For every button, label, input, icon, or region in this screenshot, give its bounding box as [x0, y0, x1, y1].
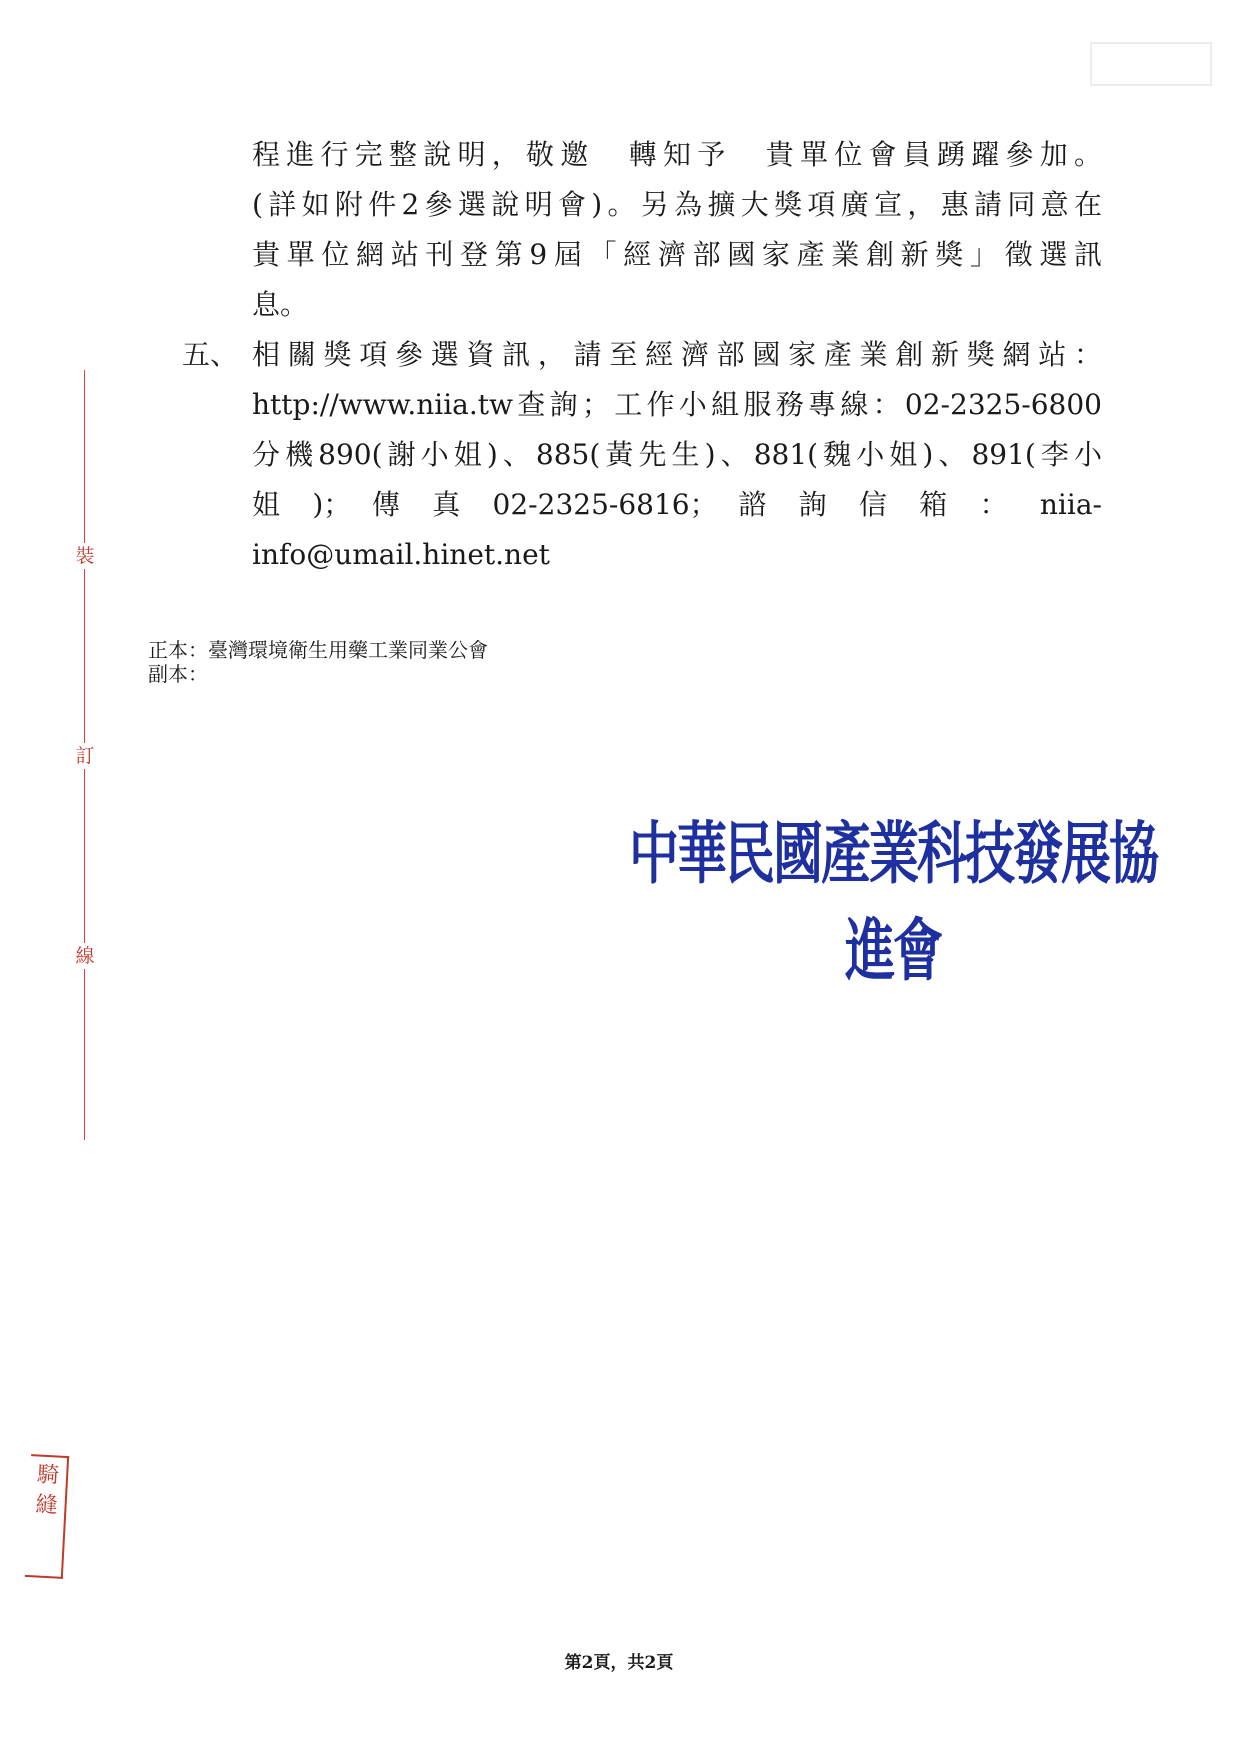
organization-seal: 中華民國產業科技發展協進會	[629, 814, 1157, 991]
paragraph-line: info@umail.hinet.net	[252, 538, 550, 571]
seam-stamp-text: 騎 縫	[34, 1462, 60, 1519]
binding-char-xian: 線	[73, 943, 97, 969]
paragraph-line: 相關獎項參選資訊，請至經濟部國家產業創新獎網站：	[252, 338, 1102, 371]
paragraph-line: 程進行完整說明，敬邀 轉知予 貴單位會員踴躍參加。	[252, 138, 1102, 171]
recipients-block	[148, 638, 488, 686]
binding-char-zhuang: 裝	[73, 543, 97, 569]
paragraph-line: 貴單位網站刊登第9屆「經濟部國家產業創新獎」徵選訊	[252, 238, 1102, 271]
paragraph-line: 分機890(謝小姐)、885(黃先生)、881(魏小姐)、891(李小	[252, 438, 1102, 471]
main-recipient-row	[148, 638, 488, 662]
main-recipient-value: 臺灣環境衛生用藥工業同業公會	[208, 638, 488, 662]
copy-recipient-row	[148, 662, 488, 686]
item-five-marker: 五、	[182, 338, 239, 371]
copy-recipient-label: 副本：	[148, 662, 208, 686]
faint-box-mark	[1090, 42, 1212, 86]
paragraph-line: http://www.niia.tw查詢；工作小組服務專線：02-2325-6800	[252, 388, 1102, 421]
paragraph-line: 姐 )； 傳 真 02-2325-6816； 諮 詢 信 箱 ： niia-	[252, 488, 1102, 521]
paragraph-line: (詳如附件2參選說明會)。另為擴大獎項廣宣，惠請同意在	[252, 188, 1102, 221]
seam-stamp	[25, 1454, 69, 1579]
binding-char-ding: 訂	[73, 743, 97, 769]
main-recipient-label: 正本：	[148, 638, 208, 662]
paragraph-line: 息。	[252, 288, 309, 321]
page-number: 第2頁，共2頁	[564, 1653, 674, 1673]
